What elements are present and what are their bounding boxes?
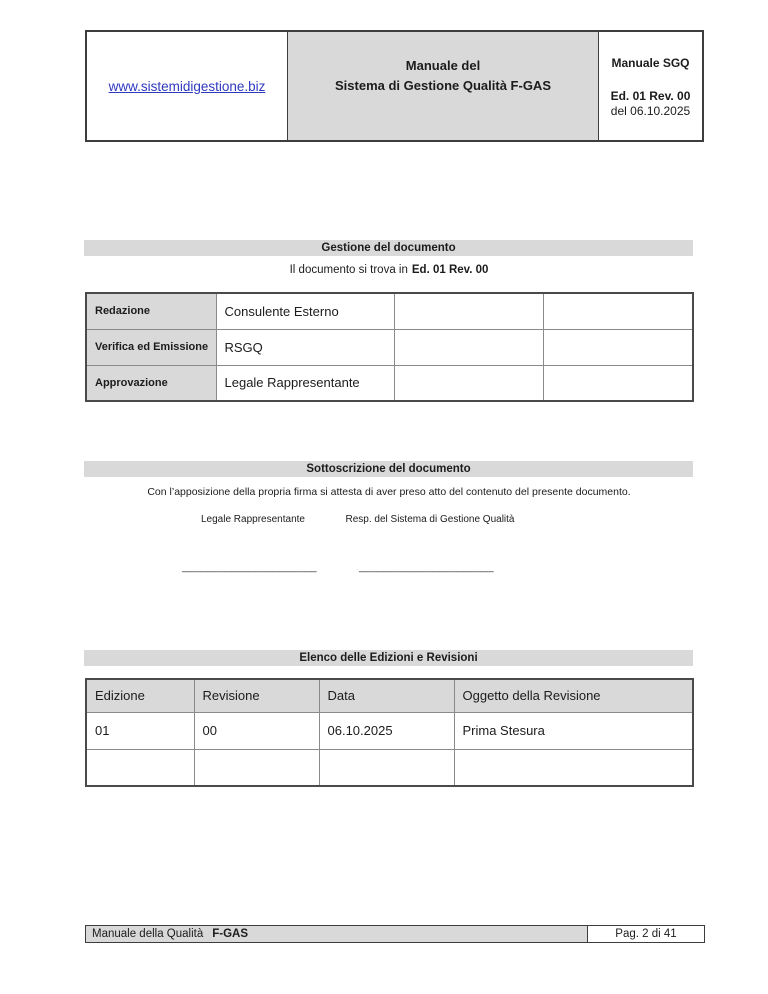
role-label-cell: Redazione xyxy=(86,293,216,329)
signature-line-right: ______________________ xyxy=(359,561,494,573)
intro-text: Il documento si trova in xyxy=(289,264,408,276)
footer-page-cell xyxy=(587,926,704,942)
table-header-row xyxy=(86,679,693,712)
section-bar-elenco: Elenco delle Edizioni e Revisioni xyxy=(84,650,693,666)
date-cell xyxy=(543,365,693,401)
table-row xyxy=(86,329,693,365)
edition-revision: Ed. 01 Rev. 00 xyxy=(610,89,691,103)
date-cell: 06.10.2025 xyxy=(319,712,454,749)
signature-line-left: ______________________ xyxy=(182,561,317,573)
revision-cell xyxy=(194,749,319,786)
header-revision-cell xyxy=(599,32,702,140)
column-header-oggetto: Oggetto della Revisione xyxy=(454,679,693,712)
footer-page-indicator: Pag. 2 di 41 xyxy=(615,928,677,940)
table-row xyxy=(86,749,693,786)
edition-cell xyxy=(86,749,194,786)
date-cell xyxy=(543,329,693,365)
revisions-table xyxy=(85,678,694,787)
website-link[interactable]: www.sistemidigestione.biz xyxy=(108,78,266,94)
table-row xyxy=(86,712,693,749)
table-row xyxy=(86,293,693,329)
footer-bar xyxy=(85,925,705,943)
signing-statement: Con l’apposizione della propria firma si attesta di aver preso atto del contenuto del presente documento. xyxy=(147,486,631,498)
role-value-cell: Consulente Esterno xyxy=(216,293,394,329)
signer-role-right: Resp. del Sistema di Gestione Qualità xyxy=(345,514,515,525)
subject-cell: Prima Stesura xyxy=(454,712,693,749)
intro-line xyxy=(85,264,693,276)
revision-cell: 00 xyxy=(194,712,319,749)
footer-doc-name-cell xyxy=(86,926,587,942)
footer-doc-name-bold: F-GAS xyxy=(212,928,249,940)
signature-cell xyxy=(394,365,543,401)
footer-doc-name: Manuale della Qualità xyxy=(92,928,204,940)
edition-cell: 01 xyxy=(86,712,194,749)
signature-cell xyxy=(394,293,543,329)
header-title-cell xyxy=(287,32,599,140)
signature-cell xyxy=(394,329,543,365)
section-bar-gestione: Gestione del documento xyxy=(84,240,693,256)
signer-role-left: Legale Rappresentante xyxy=(201,514,305,525)
column-header-edizione: Edizione xyxy=(86,679,194,712)
role-value-cell: Legale Rappresentante xyxy=(216,365,394,401)
role-label-cell: Verifica ed Emissione xyxy=(86,329,216,365)
role-label-cell: Approvazione xyxy=(86,365,216,401)
column-header-data: Data xyxy=(319,679,454,712)
role-value-cell: RSGQ xyxy=(216,329,394,365)
date-cell xyxy=(543,293,693,329)
doc-date: del 06.10.2025 xyxy=(610,104,691,118)
document-title-line2: Sistema di Gestione Qualità F-GAS xyxy=(335,78,551,93)
table-row xyxy=(86,365,693,401)
header-table xyxy=(85,30,704,142)
doc-code: Manuale SGQ xyxy=(611,56,690,70)
section-bar-sottoscrizione: Sottoscrizione del documento xyxy=(84,461,693,477)
date-cell xyxy=(319,749,454,786)
approval-table xyxy=(85,292,694,402)
subject-cell xyxy=(454,749,693,786)
intro-edition-bold: Ed. 01 Rev. 00 xyxy=(411,264,489,276)
document-title-line1: Manuale del xyxy=(405,58,481,73)
header-website-cell xyxy=(87,32,287,140)
column-header-revisione: Revisione xyxy=(194,679,319,712)
